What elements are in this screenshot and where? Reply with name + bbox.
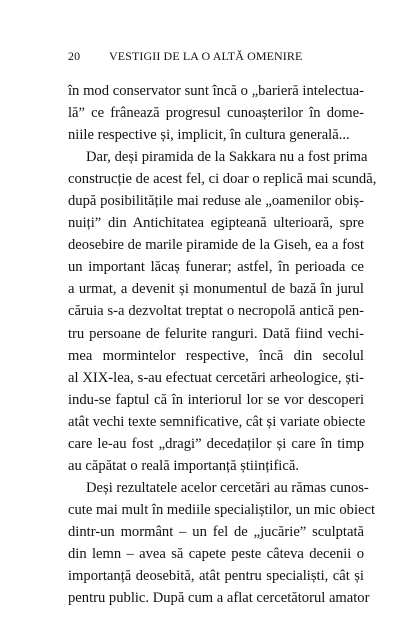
text-line: deosebire de marile piramide de la Giseh, ea a fost	[68, 237, 364, 254]
page-number: 20	[68, 49, 81, 63]
text-line: atât vechi texte semnificative, cât și variate obiecte	[68, 413, 366, 430]
text-line: pentru public. După cum a aflat cercetătorul amator	[68, 590, 370, 607]
running-title: VESTIGII DE LA O ALTĂ OMENIRE	[109, 49, 303, 63]
text-line: Deși rezultatele acelor cercetări au rămas cunos-	[86, 479, 369, 496]
text-line: din lemn – avea să capete peste câteva decenii o	[68, 545, 364, 562]
text-line: mea mormintelor respective, încă din secolul	[68, 347, 364, 364]
text-line: cute mai mult în mediile specialiștilor, un mic obiect	[68, 501, 376, 518]
text-line: construcție de acest fel, ci doar o replică mai scundă,	[68, 171, 377, 188]
text-line: dintr-un mormânt – un fel de „jucărie” sculptată	[68, 523, 364, 540]
paragraph	[68, 80, 364, 146]
text-line: nuiți” din Antichitatea egipteană ulterioară, spre	[68, 215, 364, 232]
body-text	[68, 80, 377, 609]
text-line: după posibilitățile mai reduse ale „oamenilor obiș-	[68, 193, 364, 210]
text-line: lă” ce frânează progresul cunoașterilor în dome-	[68, 105, 364, 122]
text-line: al XIX-lea, s-au efectuat cercetări arheologice, ști-	[68, 369, 364, 386]
page-header	[68, 49, 360, 65]
text-line: căruia s-a dezvoltat treptat o necropolă antică pen-	[68, 303, 364, 320]
text-line: importanță deosebită, atât pentru specialiști, cât și	[68, 568, 364, 585]
text-line: tru persoane de felurite ranguri. Dată fiind vechi-	[68, 325, 364, 342]
text-line: care le-au fost „dragi” decedaților și care în timp	[68, 435, 364, 452]
text-line: a urmat, a devenit și monumentul de bază în jurul	[68, 281, 364, 298]
paragraph	[68, 146, 377, 477]
paragraph	[68, 477, 376, 609]
text-line: indu-se faptul că în interiorul lor se vor descoperi	[68, 391, 364, 408]
text-line: Dar, deși piramida de la Sakkara nu a fost prima	[86, 149, 368, 166]
text-line: un important lăcaș funerar; astfel, în perioada ce	[68, 259, 364, 276]
text-line: în mod conservator sunt încă o „barieră intelectua-	[68, 83, 364, 99]
text-line: au căpătat o reală importanță științifică.	[68, 457, 299, 474]
text-line: niile respective și, implicit, în cultura generală...	[68, 127, 350, 144]
